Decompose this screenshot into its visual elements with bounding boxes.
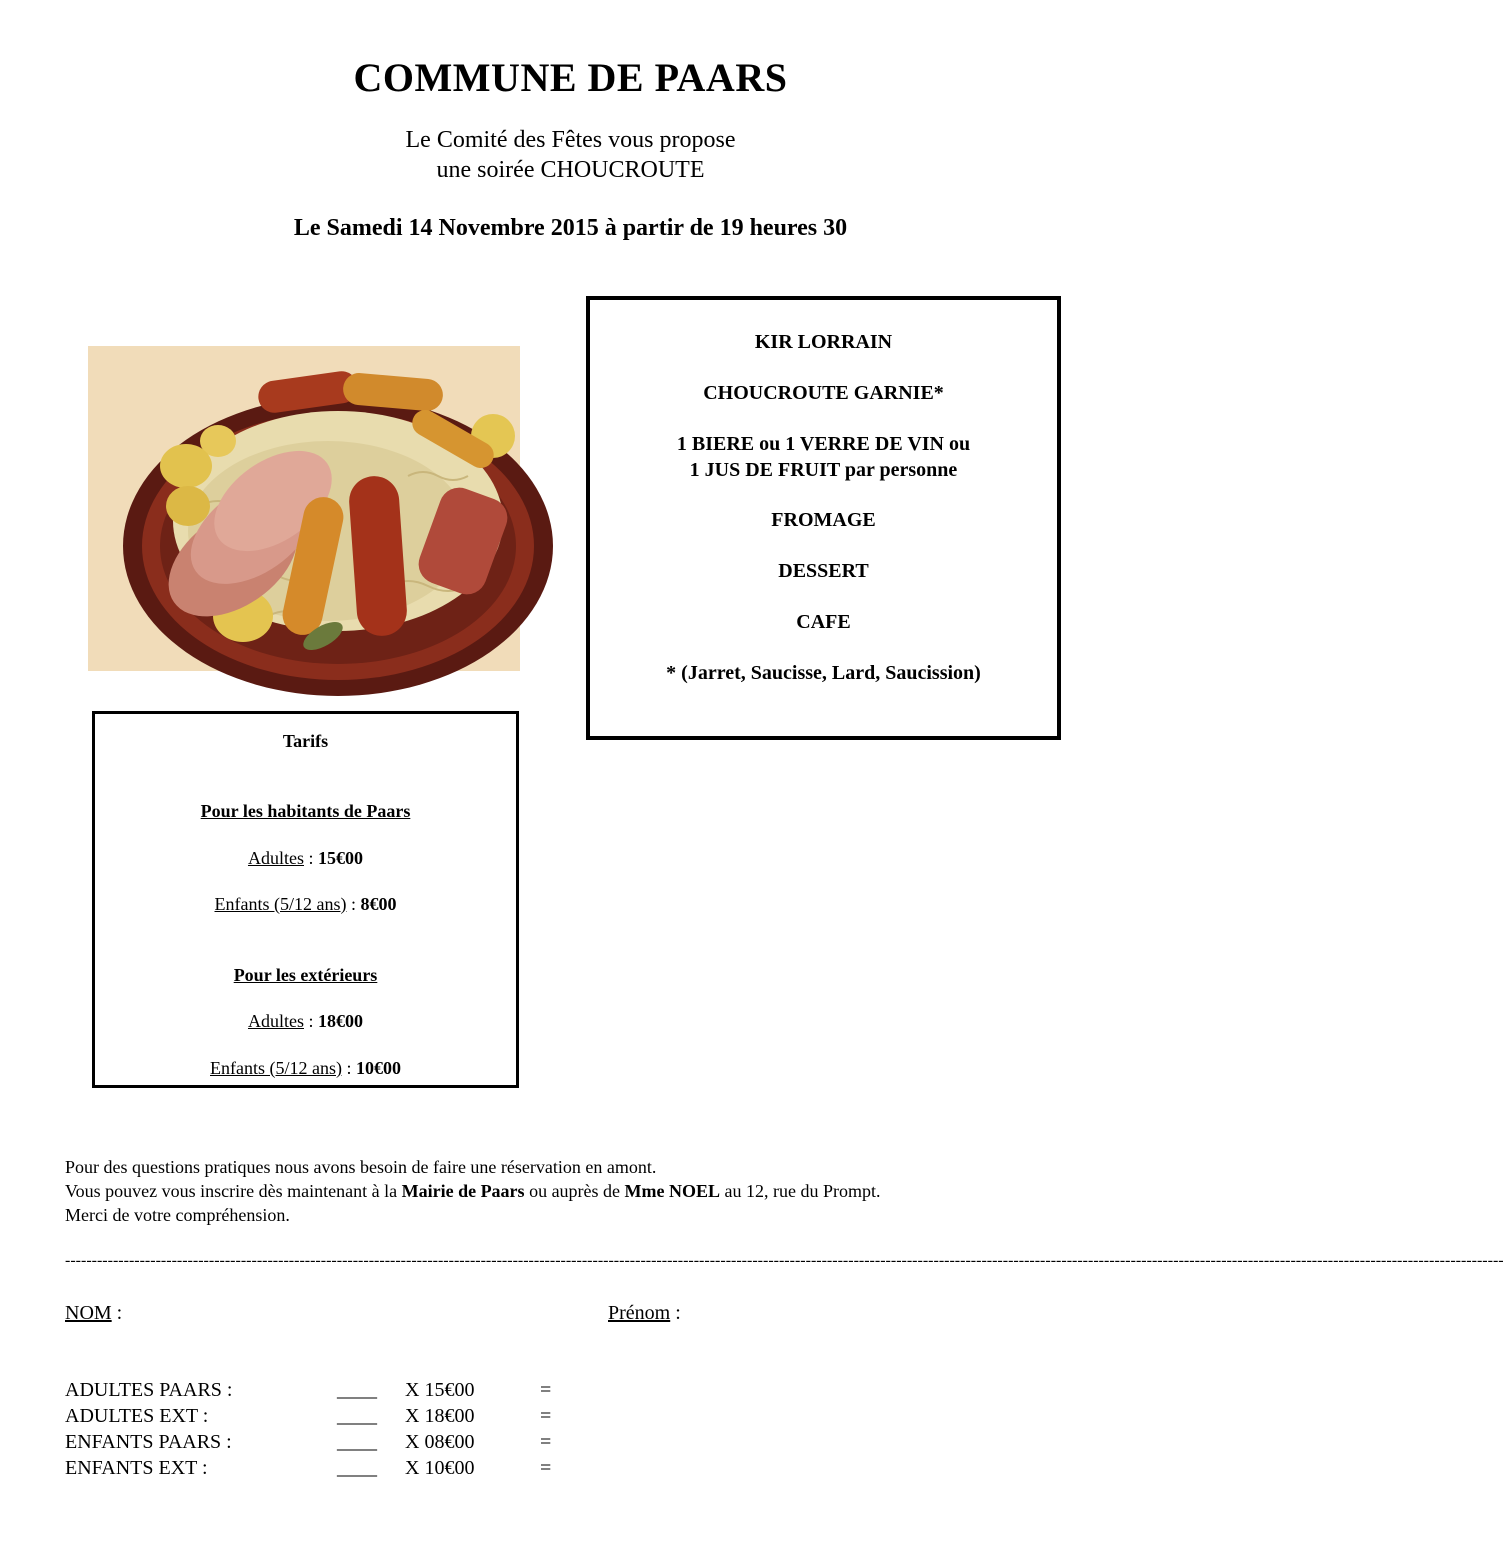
cut-line: ------------------------------------------------------------------------------------------------------------------------------------------------------------------------------------------------------------------------------------------------------------------------------ (65, 1252, 1504, 1269)
separator: : (346, 894, 361, 914)
equals-sign: = (540, 1457, 552, 1479)
nom-colon: : (111, 1302, 123, 1324)
tarifs-heading: Tarifs (282, 731, 329, 751)
prenom-field[interactable] (608, 1300, 681, 1326)
menu-item-drink-line-2: 1 JUS DE FRUIT par personne (689, 459, 958, 481)
page-title: COMMUNE DE PAARS (353, 55, 788, 100)
intro-line-2: une soirée CHOUCROUTE (436, 157, 705, 183)
menu-item-drink-line-1: 1 BIERE ou 1 VERRE DE VIN ou (676, 433, 971, 455)
contact-name: Mme NOEL (624, 1181, 721, 1201)
info-line-3: Merci de votre compréhension. (65, 1205, 290, 1225)
info-line-1: Pour des questions pratiques nous avons besoin de faire une réservation en amont. (65, 1157, 657, 1177)
order-row-label: ENFANTS PAARS : (65, 1431, 232, 1453)
mairie-name: Mairie de Paars (401, 1181, 525, 1201)
quantity-blank[interactable]: ____ (337, 1405, 377, 1427)
outsiders-children-label: Enfants (5/12 ans) (210, 1058, 342, 1078)
residents-adults-price: 15€00 (318, 848, 363, 868)
outsiders-adults-price: 18€00 (318, 1011, 363, 1031)
residents-children-line (95, 893, 516, 915)
info-line-2-c: ou auprès de (524, 1181, 625, 1201)
intro-line-1: Le Comité des Fêtes vous propose (405, 127, 736, 153)
info-line-2-e: au 12, rue du Prompt. (720, 1181, 881, 1201)
order-row-label: ADULTES EXT : (65, 1405, 209, 1427)
separator: : (303, 848, 318, 868)
quantity-blank[interactable]: ____ (337, 1457, 377, 1479)
quantity-blank[interactable]: ____ (337, 1431, 377, 1453)
quantity-blank[interactable]: ____ (337, 1379, 377, 1401)
menu-item-choucroute: CHOUCROUTE GARNIE* (703, 382, 944, 404)
residents-adults-label: Adultes (247, 848, 304, 868)
choucroute-photo (88, 346, 520, 671)
separator: : (303, 1011, 318, 1031)
residents-children-label: Enfants (5/12 ans) (214, 894, 347, 914)
order-row-label: ENFANTS EXT : (65, 1457, 208, 1479)
menu-box (586, 296, 1061, 740)
outsiders-children-line (95, 1057, 516, 1079)
outsiders-adults-line (95, 1010, 516, 1032)
order-row-price: X 18€00 (405, 1405, 475, 1427)
order-row-label: ADULTES PAARS : (65, 1379, 233, 1401)
menu-item-kir: KIR LORRAIN (754, 331, 893, 353)
outsiders-children-price: 10€00 (355, 1058, 401, 1078)
order-row-price: X 08€00 (405, 1431, 475, 1453)
info-line-2 (65, 1179, 881, 1203)
equals-sign: = (540, 1431, 552, 1453)
outsiders-adults-label: Adultes (247, 1011, 304, 1031)
equals-sign: = (540, 1405, 552, 1427)
separator: : (341, 1058, 356, 1078)
residents-adults-line (95, 847, 516, 869)
menu-footnote: * (Jarret, Saucisse, Lard, Saucission) (666, 662, 981, 684)
menu-item-fromage: FROMAGE (771, 509, 876, 531)
menu-item-cafe: CAFE (796, 611, 851, 633)
event-date: Le Samedi 14 Novembre 2015 à partir de 19 heures 30 (293, 215, 848, 241)
prenom-colon: : (670, 1302, 681, 1324)
order-row-price: X 10€00 (405, 1457, 475, 1479)
residents-children-price: 8€00 (360, 894, 397, 914)
order-row-price: X 15€00 (405, 1379, 475, 1401)
nom-field[interactable] (65, 1300, 122, 1326)
tarifs-box (92, 711, 519, 1088)
residents-heading: Pour les habitants de Paars (200, 801, 411, 821)
info-line-2-a: Vous pouvez vous inscrire dès maintenant à la (65, 1181, 402, 1201)
outsiders-heading: Pour les extérieurs (233, 965, 378, 985)
equals-sign: = (540, 1379, 552, 1401)
menu-item-dessert: DESSERT (778, 560, 869, 582)
nom-label: NOM (65, 1302, 112, 1324)
prenom-label: Prénom (608, 1302, 671, 1324)
